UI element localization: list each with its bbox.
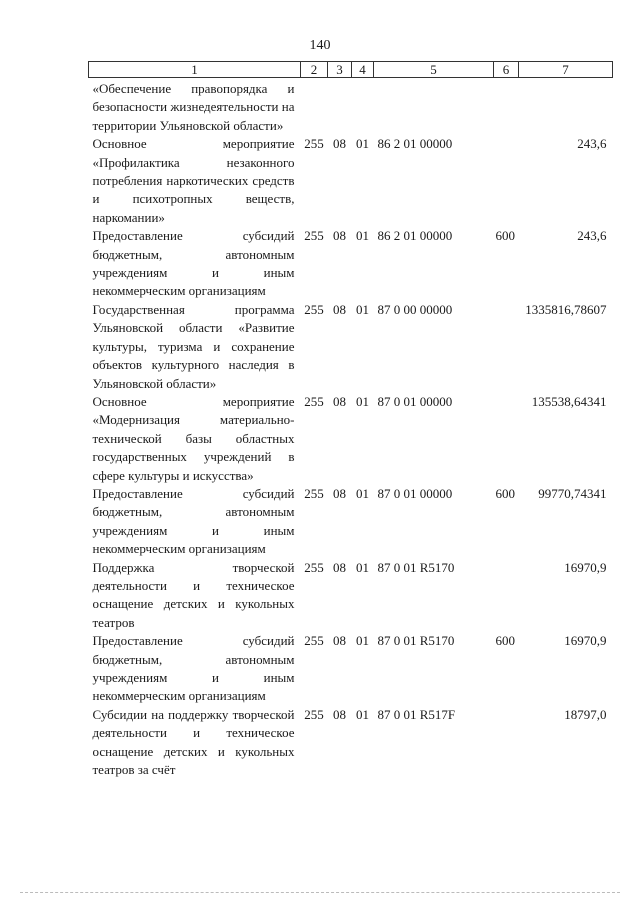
row-sum: 243,6 bbox=[577, 228, 607, 244]
column-header-sum: 7 bbox=[519, 62, 613, 78]
row-csr: 87 0 01 R5170 bbox=[377, 559, 455, 575]
row-csr: 87 0 01 00000 bbox=[377, 485, 453, 501]
row-vr: 600 bbox=[495, 633, 515, 649]
row-name: Предоставление субсидий бюджетным, автономным учреждениям и иным некоммерческим организациям bbox=[92, 228, 295, 299]
table-row bbox=[89, 485, 613, 559]
column-header-rz: 3 bbox=[328, 62, 352, 78]
row-gr: 255 bbox=[304, 301, 324, 317]
row-sum: 16970,9 bbox=[564, 559, 607, 575]
row-sum: 99770,74341 bbox=[538, 485, 607, 501]
column-header-pr: 4 bbox=[352, 62, 374, 78]
row-vr bbox=[494, 78, 519, 136]
row-sum bbox=[519, 78, 613, 136]
row-rz: 08 bbox=[333, 228, 346, 244]
table-row bbox=[89, 393, 613, 485]
page-number: 140 bbox=[309, 38, 331, 53]
row-rz: 08 bbox=[333, 301, 346, 317]
row-rz: 08 bbox=[333, 136, 346, 152]
row-name: Поддержка творческой деятельности и техническое оснащение детских и кукольных театров bbox=[92, 559, 295, 630]
row-vr: 600 bbox=[495, 228, 515, 244]
row-gr: 255 bbox=[304, 633, 324, 649]
row-csr: 87 0 01 R5170 bbox=[377, 633, 455, 649]
row-pr bbox=[352, 78, 374, 136]
row-sum: 16970,9 bbox=[564, 633, 607, 649]
table-row bbox=[89, 706, 613, 780]
row-csr: 87 0 01 R517F bbox=[377, 706, 456, 722]
row-rz: 08 bbox=[333, 706, 346, 722]
row-gr: 255 bbox=[304, 706, 324, 722]
row-sum: 18797,0 bbox=[564, 706, 607, 722]
row-gr: 255 bbox=[304, 136, 324, 152]
row-csr: 86 2 01 00000 bbox=[377, 136, 453, 152]
row-csr: 87 0 01 00000 bbox=[377, 393, 453, 409]
row-rz: 08 bbox=[333, 485, 346, 501]
column-header-vr: 6 bbox=[494, 62, 519, 78]
row-csr: 86 2 01 00000 bbox=[377, 228, 453, 244]
row-pr: 01 bbox=[356, 301, 369, 317]
table-row bbox=[89, 227, 613, 301]
row-pr: 01 bbox=[356, 228, 369, 244]
row-rz: 08 bbox=[333, 633, 346, 649]
row-vr bbox=[494, 135, 519, 227]
row-name: Предоставление субсидий бюджетным, автономным учреждениям и иным некоммерческим организациям bbox=[92, 633, 295, 704]
budget-table bbox=[88, 61, 613, 779]
row-gr: 255 bbox=[304, 559, 324, 575]
row-gr bbox=[301, 78, 328, 136]
row-name: Субсидии на поддержку творческой деятельности и техническое оснащение детских и кукольных театров за счёт bbox=[92, 706, 295, 778]
table-row bbox=[89, 135, 613, 227]
table-header-row bbox=[89, 62, 613, 78]
row-name: «Обеспечение правопорядка и безопасности жизнедеятельности на территории Ульяновской области» bbox=[92, 81, 295, 133]
row-rz: 08 bbox=[333, 559, 346, 575]
row-gr: 255 bbox=[304, 393, 324, 409]
row-csr: 87 0 00 00000 bbox=[377, 301, 453, 317]
row-name: Основное мероприятие «Профилактика незаконного потребления наркотических средств и психотропных веществ, наркомании» bbox=[92, 136, 295, 225]
row-vr bbox=[494, 706, 519, 780]
row-pr: 01 bbox=[356, 485, 369, 501]
row-vr bbox=[494, 393, 519, 485]
row-name: Предоставление субсидий бюджетным, автономным учреждениям и иным некоммерческим организациям bbox=[92, 485, 295, 557]
bottom-scan-rule bbox=[20, 892, 620, 893]
row-gr: 255 bbox=[304, 228, 324, 244]
row-pr: 01 bbox=[356, 706, 369, 722]
row-sum: 135538,64341 bbox=[531, 393, 607, 409]
table-row bbox=[89, 559, 613, 633]
row-pr: 01 bbox=[356, 136, 369, 152]
column-header-csr: 5 bbox=[374, 62, 494, 78]
row-pr: 01 bbox=[356, 393, 369, 409]
row-pr: 01 bbox=[356, 559, 369, 575]
row-sum: 243,6 bbox=[577, 136, 607, 152]
row-name: Государственная программа Ульяновской области «Развитие культуры, туризма и сохранение объектов культурного наследия в Ульяновской области» bbox=[92, 301, 295, 391]
row-vr bbox=[494, 559, 519, 633]
table-row bbox=[89, 301, 613, 393]
row-name: Основное мероприятие «Модернизация материально-технической базы областных государственных учреждений в сфере культуры и искусства» bbox=[92, 393, 295, 483]
row-vr bbox=[494, 301, 519, 393]
row-pr: 01 bbox=[356, 633, 369, 649]
table-row bbox=[89, 632, 613, 706]
row-gr: 255 bbox=[304, 485, 324, 501]
row-rz bbox=[328, 78, 352, 136]
row-sum: 1335816,78607 bbox=[525, 301, 607, 317]
row-csr bbox=[374, 78, 494, 136]
row-rz: 08 bbox=[333, 393, 346, 409]
table-row bbox=[89, 78, 613, 136]
column-header-name: 1 bbox=[89, 62, 301, 78]
column-header-gr: 2 bbox=[301, 62, 328, 78]
row-vr: 600 bbox=[495, 485, 515, 501]
